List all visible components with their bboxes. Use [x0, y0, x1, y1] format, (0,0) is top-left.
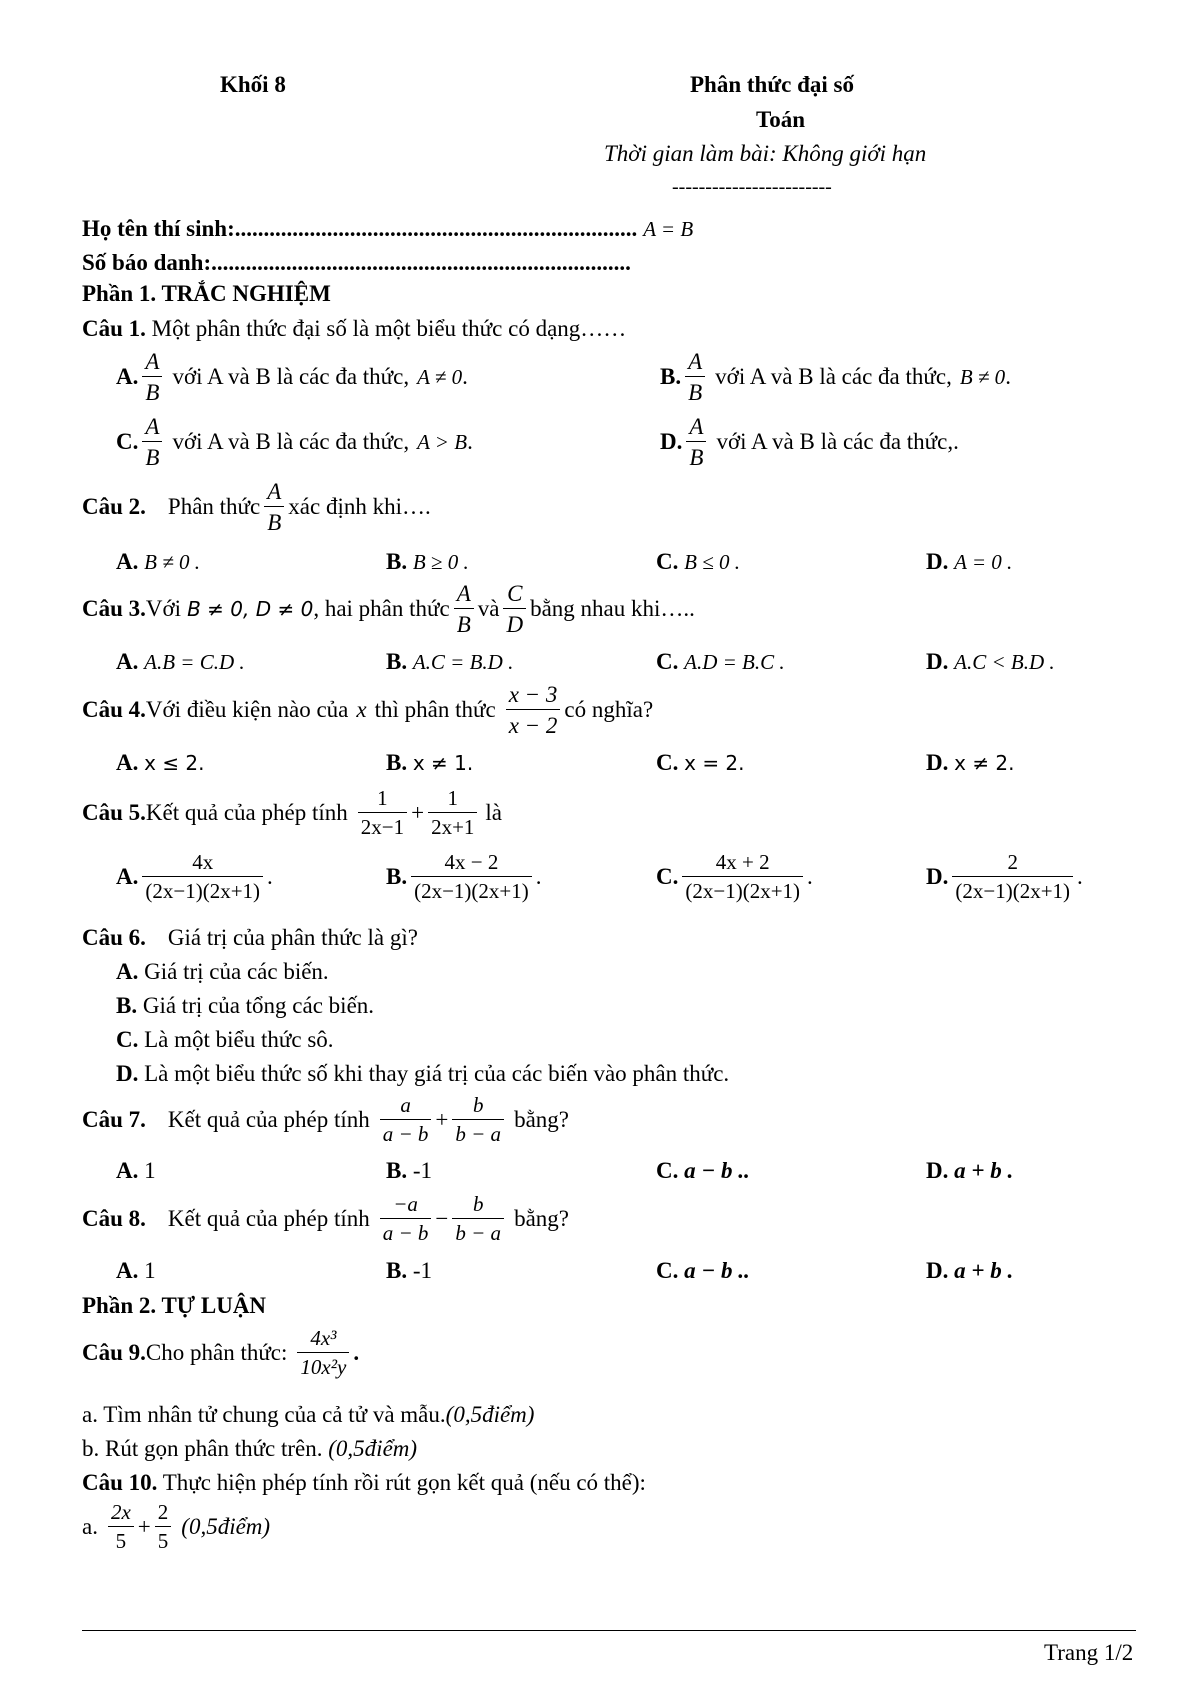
- q1-option-d[interactable]: D. $\frac{A}{B}$ với A và B là các đa thức, .: [660, 414, 959, 470]
- fraction: $\frac{A}{B}$: [264, 480, 284, 534]
- q5-option-a[interactable]: A. $\frac{4x}{(2x-1)(2x+1)}$ .: [116, 850, 273, 903]
- q5-text-after: là: [485, 800, 503, 825]
- fraction: $\frac{2}{5}$: [155, 1502, 172, 1552]
- fraction: $\frac{-a}{a - b}$: [380, 1194, 432, 1244]
- fraction: $\frac{1}{2x+1}$: [428, 788, 477, 838]
- q3-text-after: bằng nhau khi…..: [530, 596, 695, 621]
- q2-label: Câu 2.: [82, 494, 146, 519]
- q6-option-a[interactable]: A. Giá trị của các biến.: [116, 959, 329, 984]
- option-text: với A và B là các đa thức,: [716, 429, 954, 454]
- option-condition: B ≠ 0: [959, 364, 1006, 389]
- fraction: $\frac{\text{4x³}}{\text{10x²y}}$: [297, 1328, 349, 1378]
- q10-text: Thực hiện phép tính rồi rút gọn kết quả (nếu có thể):: [157, 1470, 646, 1495]
- q7-option-a[interactable]: A. 1: [116, 1158, 156, 1183]
- q4-option-a[interactable]: A. x ≤ 2.: [116, 750, 205, 775]
- plus-sign: +: [137, 1514, 151, 1539]
- q3-and: và: [477, 596, 500, 621]
- q1-option-b[interactable]: B. $\frac{A}{B}$ với A và B là các đa thức, B ≠ 0 .: [660, 349, 1011, 405]
- option-letter: B.: [386, 864, 408, 889]
- fraction: $\frac{4x - 2}{(2x-1)(2x+1)}$: [411, 852, 532, 902]
- part1-title: Phần 1. TRẮC NGHIỆM: [82, 281, 331, 306]
- q4-stem: [82, 683, 653, 737]
- q9-text: Cho phân thức:: [145, 1340, 288, 1365]
- q7-stem: [82, 1095, 569, 1145]
- option-text: với A và B là các đa thức,: [172, 364, 410, 389]
- q10-part-a: a. $\frac{2x}{5}$ + $\frac{2}{5}$ (0,5điểm): [82, 1500, 271, 1553]
- fraction: $\frac{A}{B}$: [686, 415, 706, 469]
- q6-text: Giá trị của phân thức là gì?: [167, 925, 418, 950]
- q5-option-c[interactable]: C. $\frac{4x + 2}{(2x-1)(2x+1)}$ .: [656, 850, 813, 903]
- q6-option-c[interactable]: C. Là một biểu thức sô.: [116, 1027, 334, 1052]
- q8-stem: [82, 1194, 569, 1244]
- q2-option-d[interactable]: D. A = 0 .: [926, 549, 1013, 574]
- q2-option-b[interactable]: B. B ≥ 0 .: [386, 549, 469, 574]
- q4-text-after: có nghĩa?: [564, 697, 654, 722]
- q4-option-d[interactable]: D. x ≠ 2.: [926, 750, 1015, 775]
- q4-var: x: [356, 697, 367, 722]
- q8-option-d[interactable]: D. a + b .: [926, 1258, 1014, 1283]
- q8-text: Kết quả của phép tính: [167, 1206, 370, 1231]
- q9-part-b: b. Rút gọn phân thức trên. (0,5điểm): [82, 1436, 418, 1461]
- q2-stem: [82, 480, 431, 534]
- q4-label: Câu 4.: [82, 697, 146, 722]
- fraction: $\frac{a}{a - b}$: [380, 1095, 432, 1145]
- option-letter: A.: [116, 864, 139, 889]
- q6-option-b[interactable]: B. Giá trị của tổng các biến.: [116, 993, 375, 1018]
- q5-text: Kết quả của phép tính: [145, 800, 348, 825]
- q4-option-b[interactable]: B. x ≠ 1.: [386, 750, 474, 775]
- q5-option-b[interactable]: B. $\frac{4x - 2}{(2x-1)(2x+1)}$ .: [386, 850, 542, 903]
- fraction: $\frac{4x + 2}{(2x-1)(2x+1)}$: [682, 852, 803, 902]
- q8-option-b[interactable]: B. -1: [386, 1258, 433, 1283]
- q3-label: Câu 3.: [82, 596, 146, 621]
- q3-option-a[interactable]: A. A.B = C.D .: [116, 649, 245, 674]
- q9-stem: Câu 9. Cho phân thức: $\frac{\text{4x³}}{\text{10x²y}}$ .: [82, 1326, 360, 1379]
- q5-label: Câu 5.: [82, 800, 146, 825]
- fraction: $\frac{4x}{(2x-1)(2x+1)}$: [142, 852, 263, 902]
- fraction: $\frac{2x}{5}$: [108, 1502, 134, 1552]
- page-number: Trang 1/2: [1044, 1640, 1134, 1665]
- student-name-field[interactable]: ......................................................................: [234, 216, 638, 241]
- fraction: $\frac{A}{B}$: [142, 350, 162, 404]
- q3-text-mid: , hai phân thức: [313, 596, 450, 621]
- part2-title: Phần 2. TỰ LUẬN: [82, 1293, 267, 1318]
- fraction: $\frac{x - 3}{x - 2}$: [506, 683, 561, 737]
- fraction: $\frac{1}{2x-1}$: [358, 788, 407, 838]
- q10-label: Câu 10.: [82, 1470, 158, 1495]
- footer-rule: [82, 1630, 1136, 1631]
- q2-text-after: xác định khi….: [288, 494, 431, 519]
- option-condition: A > B: [417, 429, 468, 454]
- q3-option-d[interactable]: D. A.C < B.D .: [926, 649, 1055, 674]
- q6-option-d[interactable]: D. Là một biểu thức số khi thay giá trị của các biến vào phân thức.: [116, 1061, 730, 1086]
- q1-label: Câu 1.: [82, 316, 146, 341]
- q1-stem: [82, 316, 626, 342]
- q4-option-c[interactable]: C. x = 2.: [656, 750, 745, 775]
- minus-sign: −: [435, 1206, 449, 1231]
- q8-option-a[interactable]: A. 1: [116, 1258, 156, 1283]
- q7-option-d[interactable]: D. a + b .: [926, 1158, 1014, 1183]
- q3-option-b[interactable]: B. A.C = B.D .: [386, 649, 514, 674]
- student-name-label: Họ tên thí sinh:: [82, 216, 235, 241]
- header-divider: ------------------------: [672, 176, 832, 198]
- q1-option-c[interactable]: C. $\frac{A}{B}$ với A và B là các đa thức, A > B .: [116, 414, 473, 470]
- option-letter: C.: [656, 864, 679, 889]
- q3-stem: [82, 582, 695, 636]
- q2-option-c[interactable]: C. B ≤ 0 .: [656, 549, 740, 574]
- q7-text-after: bằng?: [514, 1107, 569, 1132]
- grade-label: Khối 8: [220, 72, 286, 97]
- points-label: (0,5điểm): [445, 1402, 535, 1427]
- fraction: $\frac{C}{D}$: [503, 582, 526, 636]
- q7-label: Câu 7.: [82, 1107, 146, 1132]
- fraction: $\frac{2}{(2x-1)(2x+1)}$: [952, 852, 1073, 902]
- q6-label: Câu 6.: [82, 925, 146, 950]
- q3-condition: B ≠ 0, D ≠ 0: [187, 597, 314, 621]
- fraction: $\frac{A}{B}$: [685, 350, 705, 404]
- plus-sign: +: [411, 800, 425, 825]
- fraction: $\frac{A}{B}$: [454, 582, 474, 636]
- q7-text: Kết quả của phép tính: [167, 1107, 370, 1132]
- q3-text: Với: [145, 596, 182, 621]
- q8-text-after: bằng?: [514, 1206, 569, 1231]
- q5-option-d[interactable]: D. $\frac{2}{(2x-1)(2x+1)}$ .: [926, 850, 1083, 903]
- q1-text: Một phân thức đại số là một biểu thức có dạng……: [145, 316, 627, 341]
- plus-sign: +: [435, 1107, 449, 1132]
- student-id-label: Số báo danh:: [82, 250, 212, 275]
- option-text: với A và B là các đa thức,: [715, 364, 952, 389]
- option-letter: A.: [116, 364, 139, 389]
- option-letter: C.: [116, 429, 139, 454]
- time-limit: Thời gian làm bài: Không giới hạn: [604, 141, 927, 166]
- q7-option-b[interactable]: B. -1: [386, 1158, 433, 1183]
- option-letter: D.: [660, 429, 683, 454]
- exam-title: Phân thức đại số: [690, 72, 854, 97]
- student-id-line: [82, 243, 631, 283]
- q8-label: Câu 8.: [82, 1206, 146, 1231]
- student-id-field[interactable]: .........................................................................: [211, 250, 631, 275]
- q2-text: Phân thức: [167, 494, 261, 519]
- option-condition: A ≠ 0: [417, 364, 463, 389]
- option-letter: D.: [926, 864, 949, 889]
- points-label: (0,5điểm): [181, 1514, 271, 1539]
- q4-text: Với điều kiện nào của: [145, 697, 349, 722]
- student-name-note: A = B: [643, 216, 694, 241]
- option-text: với A và B là các đa thức,: [172, 429, 410, 454]
- option-letter: B.: [660, 364, 682, 389]
- fraction: $\frac{A}{B}$: [142, 415, 162, 469]
- q2-option-a[interactable]: A. B ≠ 0 .: [116, 549, 200, 574]
- q6-stem: [82, 925, 418, 951]
- q10-stem: [82, 1470, 646, 1496]
- q4-text-mid: thì phân thức: [374, 697, 496, 722]
- q5-stem: [82, 788, 502, 838]
- q9-label: Câu 9.: [82, 1340, 146, 1365]
- points-label: (0,5điểm): [328, 1436, 418, 1461]
- fraction: $\frac{b}{b - a}$: [452, 1194, 504, 1244]
- subject-label: Toán: [756, 107, 806, 132]
- q1-option-a[interactable]: A. $\frac{A}{B}$ với A và B là các đa thức, A ≠ 0 .: [116, 349, 468, 405]
- q3-option-c[interactable]: C. A.D = B.C .: [656, 649, 785, 674]
- q9-part-a: a. Tìm nhân tử chung của cả tử và mẫu.(0,5điểm): [82, 1402, 535, 1427]
- q8-option-c[interactable]: C. a − b ..: [656, 1258, 750, 1283]
- fraction: $\frac{b}{b - a}$: [452, 1095, 504, 1145]
- q7-option-c[interactable]: C. a − b ..: [656, 1158, 750, 1183]
